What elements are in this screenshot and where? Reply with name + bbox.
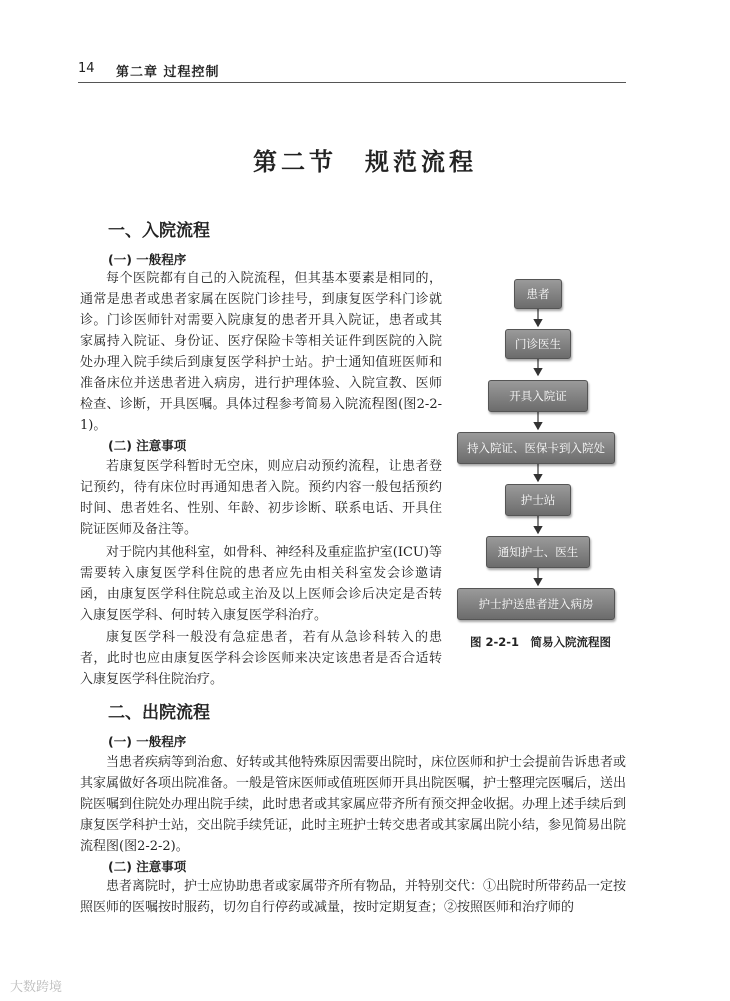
heading-discharge: 二、出院流程 bbox=[108, 703, 210, 723]
paragraph-discharge-procedure: 当患者疾病等到治愈、好转或其他特殊原因需要出院时，床位医师和护士会提前告诉患者或其家属做好各项出院准备。一般是管床医师或值班医师开具出院医嘱，护士整理完医嘱后，送出院医嘱到住院处办理出院手续，此时患者或其家属应带齐所有预交押金收据。办理上述手续后到康复医学科护士站，交出院手续凭证，此时主班护士转交患者或其家属出院小结，参见简易出院流程图(图2-2-2)。 bbox=[80, 755, 627, 854]
chapter-title: 第二章 过程控制 bbox=[116, 65, 220, 80]
paragraph-notes-1: 若康复医学科暂时无空床，则应启动预约流程，让患者登记预约，待有床位时再通知患者入院。预约内容一般包括预约时间、患者姓名、性别、年龄、初步诊断、联系电话、开具住院证医师及备注等。 bbox=[80, 459, 442, 537]
flow-node-issue-admission: 开具入院证 bbox=[488, 380, 588, 412]
paragraph-notes-3: 康复医学科一般没有急症患者，若有从急诊科转入的患者，此时也应由康复医学科会诊医师来决定该患者是否合适转入康复医学科住院治疗。 bbox=[80, 630, 442, 687]
flow-node-notify-staff: 通知护士、医生 bbox=[486, 536, 590, 568]
running-header bbox=[78, 58, 626, 83]
flow-node-clinic-doctor: 门诊医生 bbox=[505, 329, 571, 359]
paragraph-discharge-notes: 患者离院时，护士应协助患者或家属带齐所有物品，并特别交代：①出院时所带药品一定按照医师的医嘱按时服药，切勿自行停药或减量，按时定期复查；②按照医师和治疗师的 bbox=[80, 879, 627, 915]
figure-caption: 图 2-2-1 简易入院流程图 bbox=[470, 635, 612, 649]
subheading-notes: (二) 注意事项 bbox=[108, 438, 187, 453]
flow-node-patient: 患者 bbox=[514, 279, 562, 309]
heading-admission: 一、入院流程 bbox=[108, 221, 210, 241]
watermark: 大数跨境 bbox=[10, 980, 63, 995]
flow-node-admission-office: 持入院证、医保卡到入院处 bbox=[457, 432, 615, 464]
flow-node-escort-ward: 护士护送患者进入病房 bbox=[457, 588, 615, 620]
paragraph-admission-procedure: 每个医院都有自己的入院流程，但其基本要素是相同的，通常是患者或患者家属在医院门诊挂号，到康复医学科门诊就诊。门诊医师针对需要入院康复的患者开具入院证，患者或其家属持入院证、身份证、医疗保险卡等相关证件到医院的入院处办理入院手续后到康复医学科护士站。护士通知值班医师和准备床位并送患者进入病房，进行护理体验、入院宣教、医师检查、诊断，开具医嘱。具体过程参考简易入院流程图(图2-2-1)。 bbox=[80, 271, 442, 433]
flow-node-nurse-station: 护士站 bbox=[505, 484, 571, 516]
subheading-general-procedure: (一) 一般程序 bbox=[108, 252, 187, 267]
section-title: 第二节 规范流程 bbox=[253, 147, 477, 176]
subheading-discharge-notes: (二) 注意事项 bbox=[108, 859, 187, 874]
page-number: 14 bbox=[78, 61, 95, 76]
paragraph-notes-2: 对于院内其他科室，如骨科、神经科及重症监护室(ICU)等需要转入康复医学科住院的患者应先由相关科室发会诊邀请函，由康复医学科住院总或主治及以上医师会诊后决定是否转入康复医学科、何时转入康复医学科治疗。 bbox=[80, 545, 442, 623]
subheading-discharge-procedure: (一) 一般程序 bbox=[108, 734, 187, 749]
